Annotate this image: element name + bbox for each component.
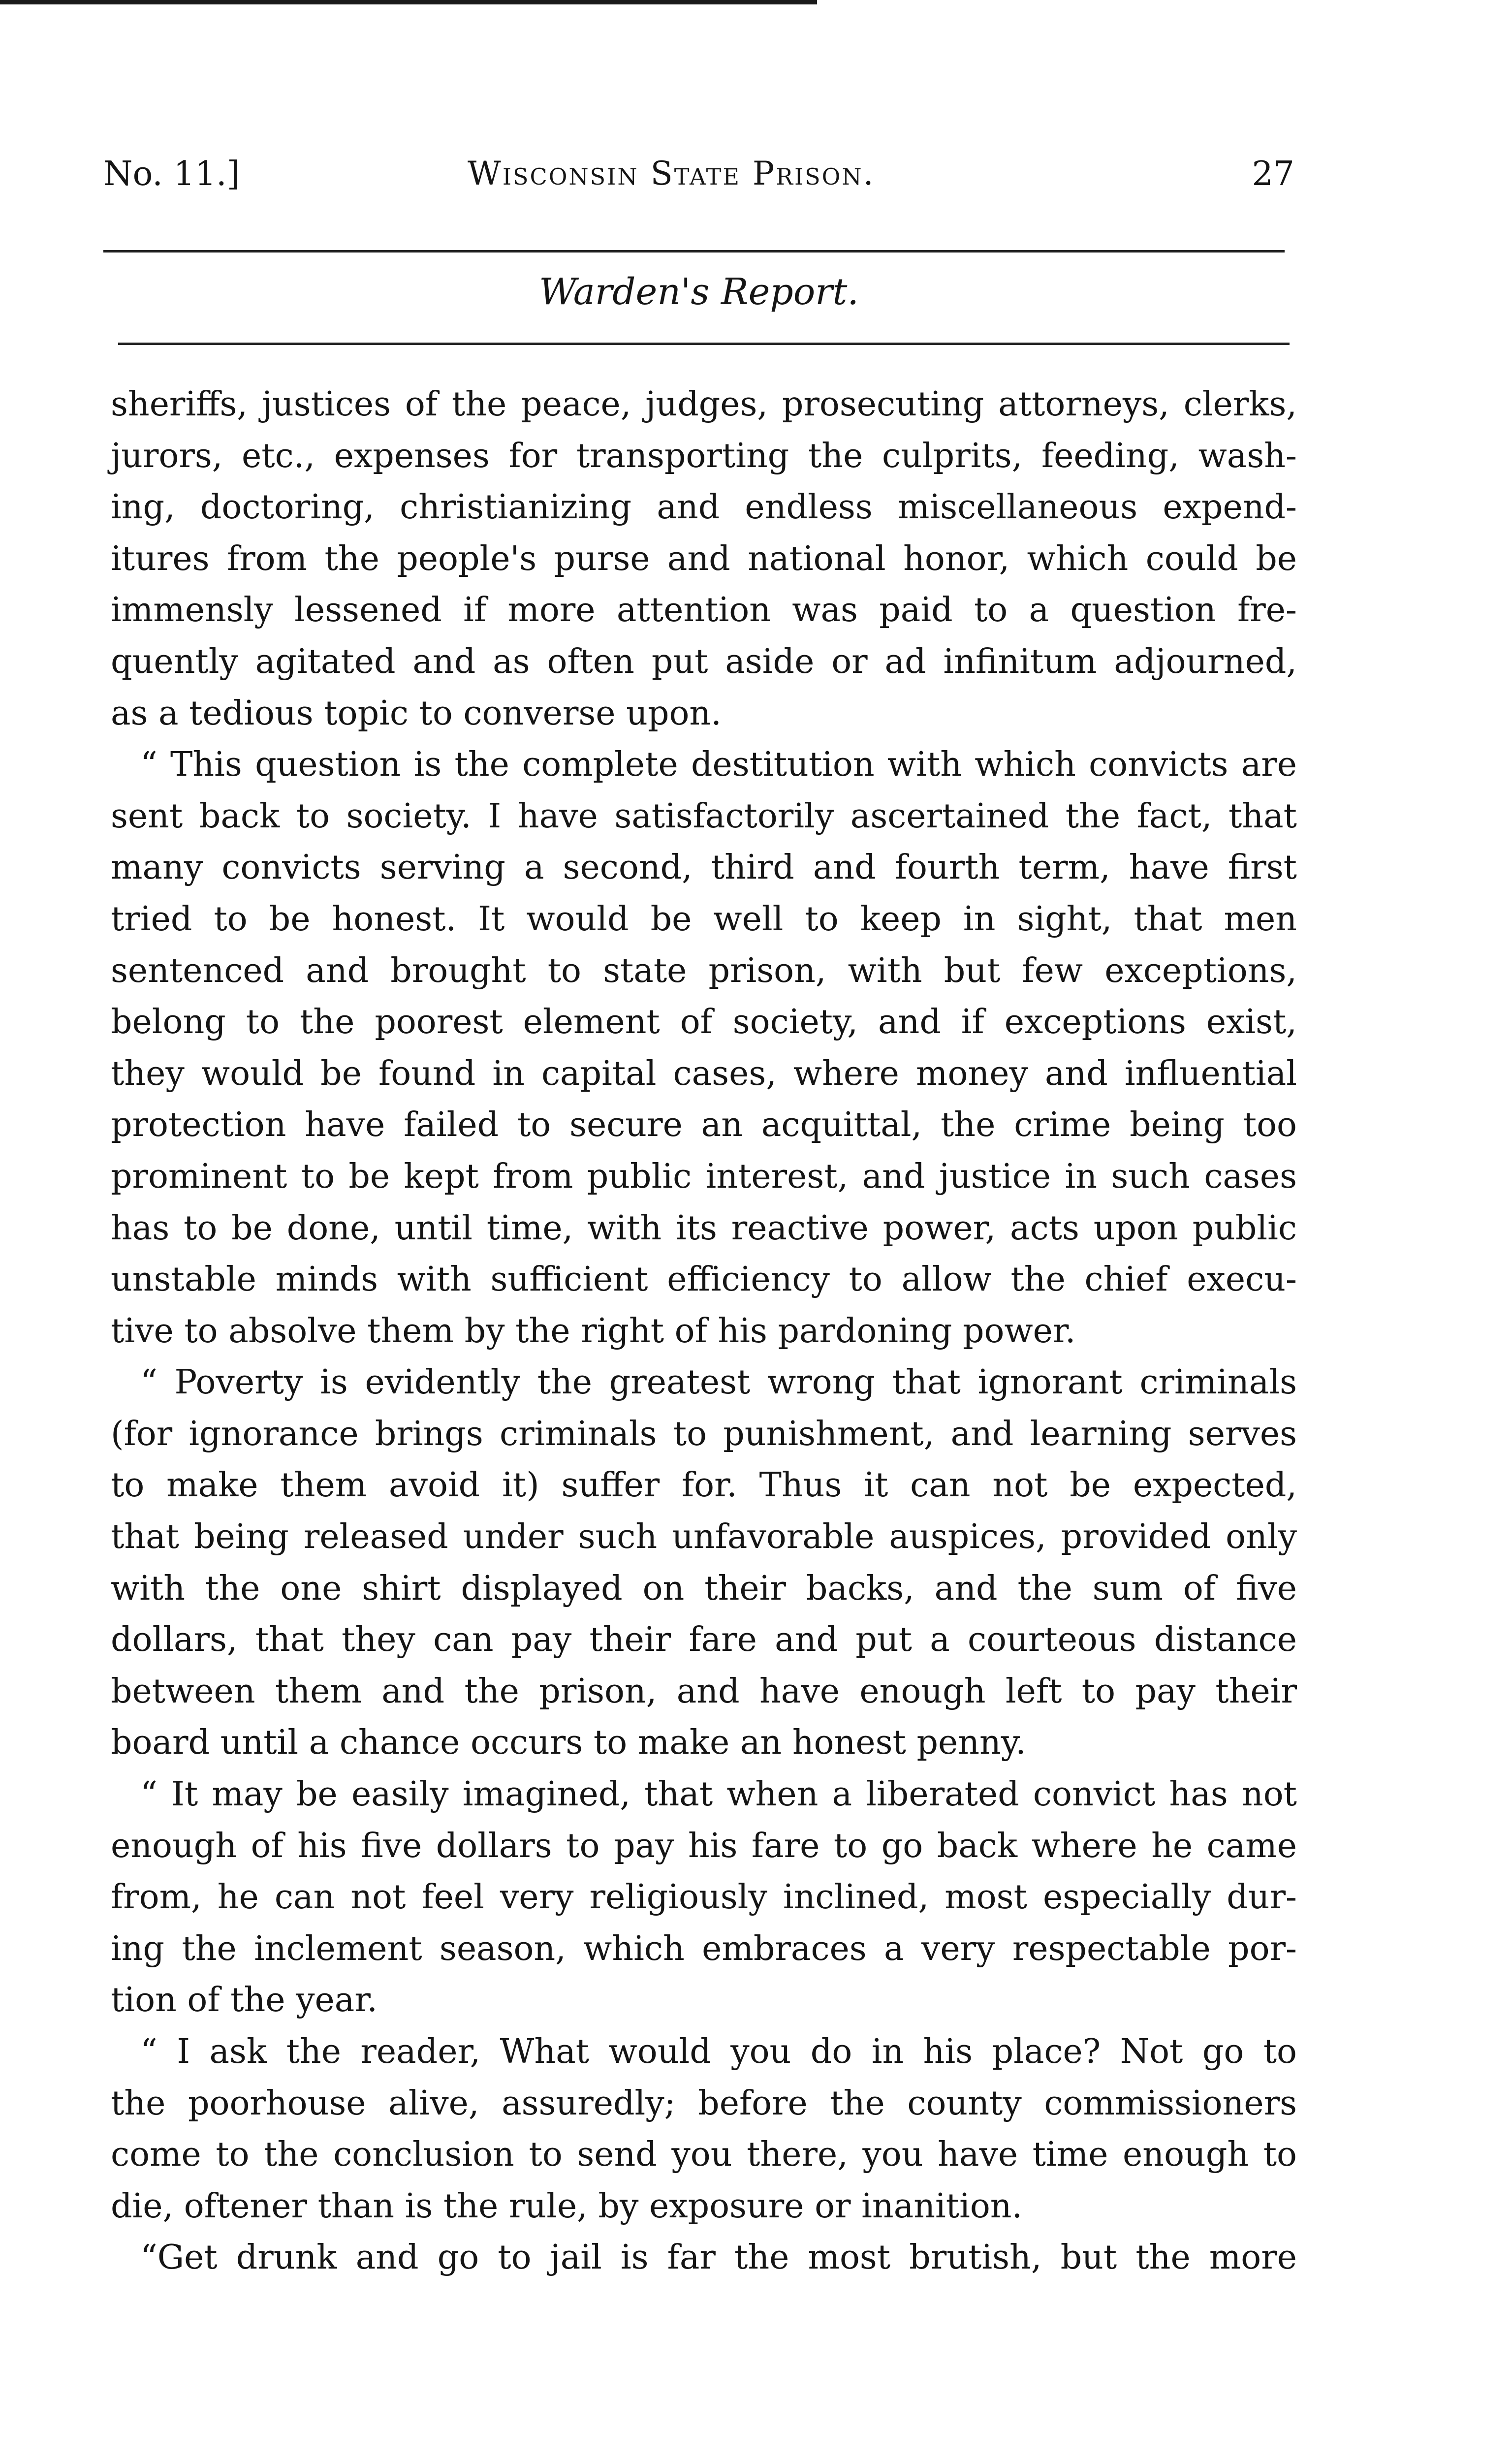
text-line: jurors, etc., expenses for transporting the culprits, feeding, wash- [111, 436, 1297, 475]
text-line: tive to absolve them by the right of his pardoning power. [111, 1311, 1076, 1351]
text-line: board until a chance occurs to make an honest penny. [111, 1723, 1026, 1763]
section-title: Warden's Report. [539, 271, 859, 313]
text-line: from, he can not feel very religiously inclined, most especially dur- [111, 1878, 1297, 1917]
text-line: the poorhouse alive, assuredly; before the county commissioners [111, 2083, 1297, 2123]
text-line: immensly lessened if more attention was paid to a question fre- [111, 591, 1297, 630]
text-line: prominent to be kept from public interest, and justice in such cases [111, 1157, 1297, 1196]
text-line: come to the conclusion to send you there, you have time enough to [111, 2135, 1297, 2175]
text-line: dollars, that they can pay their fare and put a courteous distance [111, 1620, 1297, 1660]
document-number: No. 11.] [103, 155, 240, 193]
text-line: with the one shirt displayed on their backs, and the sum of five [111, 1569, 1297, 1608]
text-line: enough of his five dollars to pay his fare to go back where he came [111, 1826, 1297, 1865]
text-line: sentenced and brought to state prison, with but few exceptions, [111, 951, 1297, 990]
text-line: unstable minds with sufficient efficiency to allow the chief execu- [111, 1260, 1297, 1299]
text-line: “ Poverty is evidently the greatest wrong that ignorant criminals [140, 1363, 1297, 1402]
text-line: to make them avoid it) suffer for. Thus it can not be expected, [111, 1466, 1297, 1505]
text-line: sent back to society. I have satisfactorily ascertained the fact, that [111, 796, 1297, 836]
text-line: “ I ask the reader, What would you do in his place? Not go to [140, 2032, 1297, 2071]
text-line: that being released under such unfavorable auspices, provided only [111, 1517, 1297, 1557]
header-rule-top [103, 250, 1285, 252]
text-line: protection have failed to secure an acquittal, the crime being too [111, 1105, 1297, 1145]
text-line: they would be found in capital cases, where money and influential [111, 1054, 1297, 1093]
running-title: Wisconsin State Prison. [468, 155, 875, 192]
top-border-rule [0, 0, 817, 4]
body-text [111, 379, 1297, 2284]
header-rule-bottom [118, 343, 1290, 345]
text-line: has to be done, until time, with its reactive power, acts upon public [111, 1208, 1297, 1248]
text-line: many convicts serving a second, third and fourth term, have first [111, 848, 1297, 887]
text-line: “Get drunk and go to jail is far the most brutish, but the more [140, 2238, 1297, 2277]
text-line: belong to the poorest element of society, and if exceptions exist, [111, 1003, 1297, 1042]
text-line: “ This question is the complete destitution with which convicts are [140, 745, 1297, 785]
text-line: itures from the people's purse and national honor, which could be [111, 539, 1297, 578]
page-number: 27 [1252, 155, 1294, 193]
text-line: ing, doctoring, christianizing and endless miscellaneous expend- [111, 488, 1297, 527]
text-line: tried to be honest. It would be well to keep in sight, that men [111, 899, 1297, 939]
text-line: die, oftener than is the rule, by exposure or inanition. [111, 2186, 1023, 2226]
text-line: (for ignorance brings criminals to punishment, and learning serves [111, 1414, 1297, 1453]
text-line: sheriffs, justices of the peace, judges, prosecuting attorneys, clerks, [111, 385, 1297, 424]
text-line: quently agitated and as often put aside or ad infinitum adjourned, [111, 642, 1297, 681]
text-line: tion of the year. [111, 1981, 378, 2020]
running-header [103, 155, 1294, 212]
text-line: “ It may be easily imagined, that when a liberated convict has not [140, 1775, 1297, 1814]
text-line: as a tedious topic to converse upon. [111, 694, 722, 733]
text-line: ing the inclement season, which embraces a very respectable por- [111, 1929, 1297, 1968]
text-line: between them and the prison, and have enough left to pay their [111, 1672, 1297, 1711]
